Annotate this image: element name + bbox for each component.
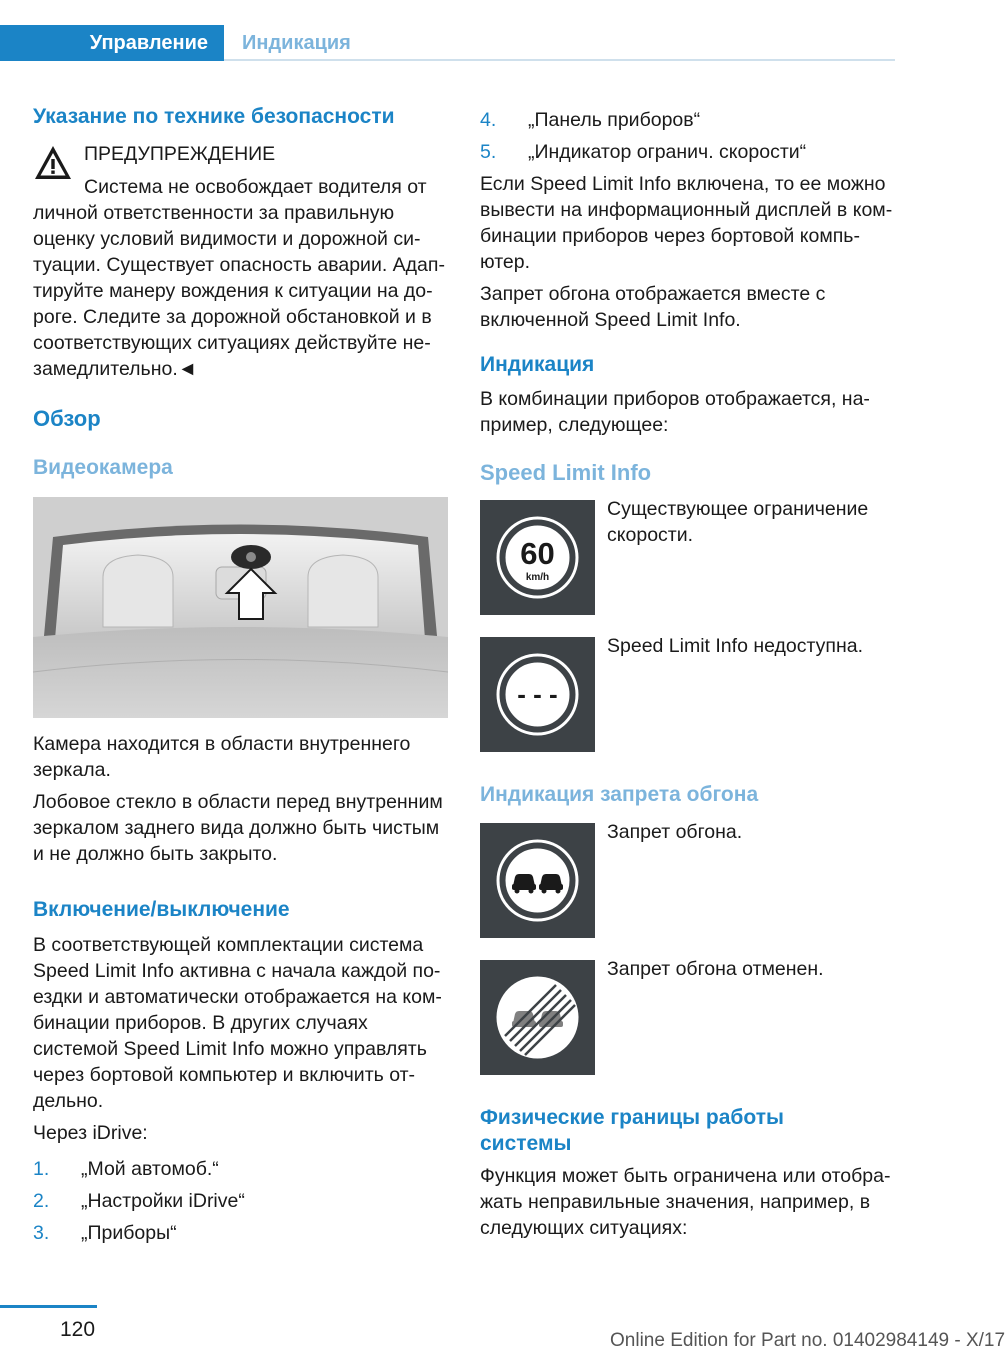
warning-line: Система не освобождает водителя от xyxy=(84,176,427,198)
end-no-overtaking-sign xyxy=(480,960,595,1075)
warning-line: соответствующих ситуациях действуйте не- xyxy=(33,332,431,354)
camera-illustration xyxy=(33,497,448,718)
limits-heading: системы xyxy=(480,1132,572,1155)
safety-heading: Указание по технике безопасности xyxy=(33,105,395,128)
sign3-desc: Запрет обгона. xyxy=(607,821,743,843)
warning-line: туации. Существует опасность аварии. Адап- xyxy=(33,254,445,276)
page-number: 120 xyxy=(60,1318,96,1341)
camera-heading: Видеокамера xyxy=(33,456,173,479)
limits-text: Функция может быть ограничена или отобра- xyxy=(480,1165,891,1187)
speed-limit-sign xyxy=(480,500,595,615)
info-text: Если Speed Limit Info включена, то ее можно xyxy=(480,173,886,195)
onoff-text: В соответствующей комплектации система xyxy=(33,934,424,956)
warning-line: оценку условий видимости и дорожной си- xyxy=(33,228,421,250)
warning-line: личной ответственности за правильную xyxy=(33,202,395,224)
onoff-text: системой Speed Limit Info можно управлять xyxy=(33,1038,427,1060)
windshield-text: Лобовое стекло в области перед внутренним xyxy=(33,791,443,813)
onoff-text: Speed Limit Info активна с начала каждой по- xyxy=(33,960,441,982)
sli-heading: Speed Limit Info xyxy=(480,460,652,485)
list-item xyxy=(480,107,895,133)
speed-value: 60 xyxy=(520,536,555,571)
list-item xyxy=(33,1220,448,1246)
limits-text: следующих ситуациях: xyxy=(480,1217,688,1239)
warning-line: тируйте манеру вождения к ситуации на до- xyxy=(33,280,433,302)
list-text: „Настройки iDrive“ xyxy=(81,1190,245,1212)
unavailable-dashes: - - - xyxy=(517,679,558,709)
warning-triangle-icon xyxy=(33,143,73,183)
list-item xyxy=(33,1156,448,1182)
warning-title: ПРЕДУПРЕЖДЕНИЕ xyxy=(84,143,276,165)
info-text: вывести на информационный дисплей в ком- xyxy=(480,199,893,221)
warning-line: замедлительно.◄ xyxy=(33,358,198,380)
limits-text: жать неправильные значения, например, в xyxy=(480,1191,871,1213)
list-item xyxy=(33,1188,448,1214)
onoff-text: ездки и автоматически отображается на ком- xyxy=(33,986,442,1008)
display-text: пример, следующее: xyxy=(480,414,669,436)
onoff-text: бинации приборов. В других случаях xyxy=(33,1012,368,1034)
list-number: 4. xyxy=(480,109,497,131)
tab-display[interactable]: Индикация xyxy=(242,32,351,54)
warning-line: роге. Следите за дорожной обстановкой и в xyxy=(33,306,432,328)
display-text: В комбинации приборов отображается, на- xyxy=(480,388,870,410)
list-item xyxy=(480,139,895,165)
camera-text: зеркала. xyxy=(33,759,111,781)
info-text: бинации приборов через бортовой компь- xyxy=(480,225,860,247)
list-text: „Панель приборов“ xyxy=(528,109,701,131)
onoff-heading: Включение/выключение xyxy=(33,898,290,921)
tab-bar xyxy=(0,25,895,61)
speed-unavailable-sign xyxy=(480,637,595,752)
overtake-info-text: Запрет обгона отображается вместе с xyxy=(480,283,826,305)
footer-divider xyxy=(0,1305,97,1308)
overview-heading: Обзор xyxy=(33,406,101,431)
sign2-desc: Speed Limit Info недоступна. xyxy=(607,635,863,657)
list-number: 5. xyxy=(480,141,497,163)
no-overtaking-sign xyxy=(480,823,595,938)
display-heading: Индикация xyxy=(480,353,595,376)
sign1-desc: Существующее ограничение xyxy=(607,498,869,520)
tab-divider xyxy=(224,59,895,61)
list-text: „Мой автомоб.“ xyxy=(81,1158,219,1180)
edition-text: Online Edition for Part no. 01402984149 - X/17 xyxy=(610,1330,1005,1351)
info-text: ютер. xyxy=(480,251,531,273)
list-number: 2. xyxy=(33,1190,50,1212)
sign4-desc: Запрет обгона отменен. xyxy=(607,958,824,980)
camera-text: Камера находится в области внутреннего xyxy=(33,733,411,755)
overtake-info-text: включенной Speed Limit Info. xyxy=(480,309,741,331)
idrive-intro: Через iDrive: xyxy=(33,1122,148,1144)
list-number: 1. xyxy=(33,1158,50,1180)
list-number: 3. xyxy=(33,1222,50,1244)
windshield-text: и не должно быть закрыто. xyxy=(33,843,278,865)
limits-heading: Физические границы работы xyxy=(480,1106,784,1129)
list-text: „Приборы“ xyxy=(81,1222,177,1244)
onoff-text: через бортовой компьютер и включить от- xyxy=(33,1064,416,1086)
car-interior-image xyxy=(33,497,448,718)
windshield-text: зеркалом заднего вида должно быть чистым xyxy=(33,817,440,839)
onoff-text: дельно. xyxy=(33,1090,104,1112)
sign1-desc: скорости. xyxy=(607,524,694,546)
tab-control[interactable]: Управление xyxy=(0,25,224,61)
overtake-heading: Индикация запрета обгона xyxy=(480,783,759,806)
speed-unit: km/h xyxy=(525,572,550,583)
list-text: „Индикатор огранич. скорости“ xyxy=(528,141,807,163)
